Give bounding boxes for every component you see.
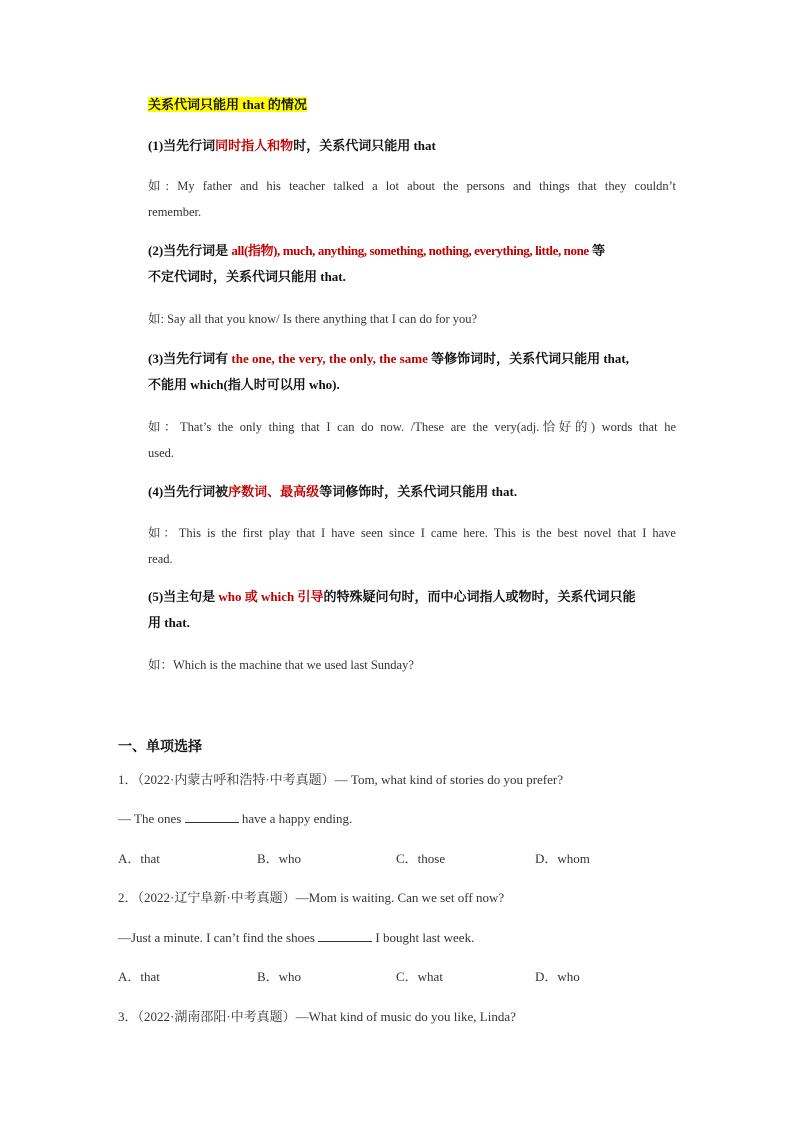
rule-2-highlight: all(指物), much, anything, something, nothing, everything, little, none — [231, 243, 589, 258]
option-c[interactable]: C．what — [396, 969, 443, 984]
rule-3-highlight: the one, the very, the only, the same — [231, 351, 428, 366]
option-d[interactable]: D．whom — [535, 851, 590, 866]
rule-1-example: 如: My father and his teacher talked a lot about the persons and things that they couldn’t remember. — [148, 179, 676, 219]
rule-4: (4)当先行词被序数词、最高级等词修饰时，关系代词只能用 that. — [148, 484, 518, 499]
title-highlight: 关系代词只能用 that 的情况 — [148, 97, 307, 112]
answer-blank[interactable] — [185, 810, 239, 823]
option-a[interactable]: A．that — [118, 851, 160, 866]
question-2-options — [118, 966, 678, 986]
option-d[interactable]: D．who — [535, 969, 580, 984]
rule-4-example: 如：This is the first play that I have seen since I came here. This is the best novel that I have read. — [148, 526, 676, 566]
answer-blank[interactable] — [318, 929, 372, 942]
rule-2-example: 如: Say all that you know/ Is there anything that I can do for you? — [148, 312, 478, 326]
question-3-stem: 3．（2022·湖南邵阳·中考真题）—What kind of music do you like, Linda? — [118, 1009, 516, 1024]
section-title: 一、单项选择 — [118, 740, 202, 755]
rule-1: (1)当先行词同时指人和物时，关系代词只能用 that — [148, 138, 436, 153]
rule-4-highlight: 序数词、最高级 — [228, 484, 320, 499]
question-2-line2: —Just a minute. I can’t find the shoes I bought last week. — [118, 930, 475, 945]
rule-3-example: 如：That’s the only thing that I can do now. /These are the very(adj.恰好的) words that he used. — [148, 420, 676, 460]
rule-5: (5)当主句是 who 或 which 引导的特殊疑问句时，而中心词指人或物时，关系代词只能 用 that. — [148, 589, 636, 630]
option-c[interactable]: C．those — [396, 851, 446, 866]
option-b[interactable]: B．who — [257, 851, 302, 866]
option-a[interactable]: A．that — [118, 969, 160, 984]
question-1-line2: — The ones have a happy ending. — [118, 811, 353, 826]
rule-2: (2)当先行词是 all(指物), much, anything, something, nothing, everything, little, none 等 不定代词时，关系代词只能用 that. — [148, 243, 606, 284]
rule-3: (3)当先行词有 the one, the very, the only, the same 等修饰词时，关系代词只能用 that, 不能用 which(指人时可以用 who). — [148, 351, 629, 392]
rule-5-example: 如：Which is the machine that we used last Sunday? — [148, 658, 414, 672]
question-1-stem: 1．（2022·内蒙古呼和浩特·中考真题）— Tom, what kind of stories do you prefer? — [118, 772, 564, 787]
grammar-title — [148, 92, 676, 118]
option-b[interactable]: B．who — [257, 969, 302, 984]
question-2-stem: 2．（2022·辽宁阜新·中考真题）—Mom is waiting. Can we set off now? — [118, 890, 505, 905]
rule-5-highlight: who 或 which 引导 — [218, 589, 324, 604]
question-1-options — [118, 848, 678, 868]
rule-1-highlight: 同时指人和物 — [215, 138, 294, 153]
